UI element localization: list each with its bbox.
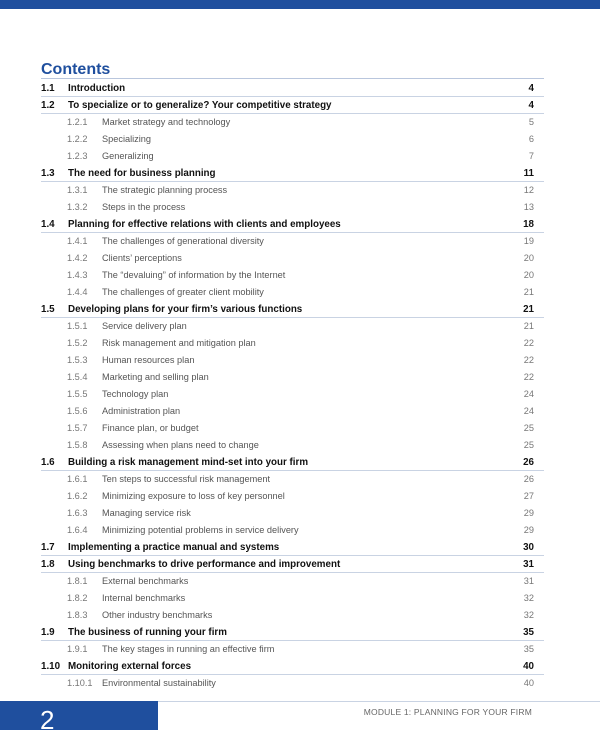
toc-entry-page: 40 (523, 661, 534, 672)
page-number: 2 (40, 705, 55, 735)
toc-entry-number: 1.6.4 (67, 525, 88, 535)
toc-subsection-row[interactable] (41, 505, 534, 522)
toc-entry-number: 1.10.1 (67, 678, 93, 688)
toc-subsection-row[interactable] (41, 233, 534, 250)
toc-entry-number: 1.2.1 (67, 117, 88, 127)
toc-entry-number: 1.8.3 (67, 610, 88, 620)
toc-subsection-row[interactable] (41, 488, 534, 505)
toc-subsection-row[interactable] (41, 403, 534, 420)
toc-section-row[interactable] (41, 624, 534, 641)
toc-entry-label: Market strategy and technology (102, 117, 231, 127)
toc-subsection-row[interactable] (41, 335, 534, 352)
toc-entry-number: 1.5.3 (67, 355, 88, 365)
toc-subsection-row[interactable] (41, 352, 534, 369)
toc-entry-page: 24 (523, 389, 534, 399)
toc-entry-page: 21 (523, 321, 534, 331)
toc-subsection-row[interactable] (41, 148, 534, 165)
toc-entry-page: 20 (523, 253, 534, 263)
toc-entry-label: Environmental sustainability (102, 678, 216, 688)
toc-subsection-row[interactable] (41, 114, 534, 131)
toc-entry-number: 1.9.1 (67, 644, 88, 654)
toc-entry-page: 13 (523, 202, 534, 212)
toc-entry-number: 1.2 (41, 100, 55, 111)
toc-entry-page: 32 (523, 593, 534, 603)
toc-subsection-row[interactable] (41, 386, 534, 403)
toc-subsection-row[interactable] (41, 522, 534, 539)
toc-entry-label: Introduction (68, 83, 126, 94)
toc-entry-number: 1.3.1 (67, 185, 88, 195)
toc-entry-label: Ten steps to successful risk management (102, 474, 271, 484)
toc-entry-label: Specializing (102, 134, 152, 144)
toc-entry-number: 1.4.2 (67, 253, 88, 263)
toc-entry-page: 26 (523, 474, 534, 484)
toc-subsection-row[interactable] (41, 182, 534, 199)
toc-entry-label: Using benchmarks to drive performance and improvement (68, 559, 341, 570)
toc-entry-number: 1.3 (41, 168, 55, 179)
toc-entry-page: 35 (523, 627, 534, 638)
toc-entry-page: 40 (523, 678, 534, 688)
toc-subsection-row[interactable] (41, 471, 534, 488)
toc-entry-page: 19 (523, 236, 534, 246)
toc-entry-label: The strategic planning process (102, 185, 228, 195)
toc-entry-label: External benchmarks (102, 576, 189, 586)
table-of-contents (41, 80, 534, 692)
toc-entry-label: Administration plan (102, 406, 181, 416)
page-title: Contents (41, 61, 111, 78)
toc-entry-label: Building a risk management mind-set into your firm (68, 457, 309, 468)
toc-entry-label: The need for business planning (68, 168, 216, 179)
toc-entry-number: 1.4 (41, 219, 55, 230)
toc-entry-number: 1.5.2 (67, 338, 88, 348)
toc-section-row[interactable] (41, 80, 534, 97)
toc-subsection-row[interactable] (41, 267, 534, 284)
toc-entry-label: Internal benchmarks (102, 593, 186, 603)
toc-entry-label: Steps in the process (102, 202, 186, 212)
title-divider (41, 78, 544, 79)
toc-entry-number: 1.8.2 (67, 593, 88, 603)
toc-entry-page: 31 (523, 576, 534, 586)
toc-section-row[interactable] (41, 539, 534, 556)
toc-entry-label: The challenges of greater client mobility (102, 287, 264, 297)
toc-entry-number: 1.6 (41, 457, 55, 468)
toc-subsection-row[interactable] (41, 590, 534, 607)
toc-entry-page: 25 (523, 423, 534, 433)
toc-entry-number: 1.4.1 (67, 236, 88, 246)
toc-entry-page: 4 (528, 83, 534, 94)
toc-section-row[interactable] (41, 97, 534, 114)
toc-entry-page: 7 (528, 151, 534, 161)
toc-entry-label: Monitoring external forces (68, 661, 192, 672)
toc-entry-number: 1.1 (41, 83, 55, 94)
toc-entry-number: 1.9 (41, 627, 55, 638)
toc-entry-page: 27 (523, 491, 534, 501)
toc-entry-number: 1.2.2 (67, 134, 88, 144)
toc-entry-page: 30 (523, 542, 534, 553)
toc-section-row[interactable] (41, 556, 534, 573)
toc-entry-page: 18 (523, 219, 534, 230)
toc-entry-page: 21 (523, 304, 534, 315)
toc-entry-page: 22 (523, 372, 534, 382)
toc-entry-label: Minimizing exposure to loss of key personnel (102, 491, 285, 501)
toc-subsection-row[interactable] (41, 369, 534, 386)
toc-entry-label: The business of running your firm (68, 627, 227, 638)
toc-entry-label: Marketing and selling plan (102, 372, 209, 382)
toc-entry-number: 1.5.7 (67, 423, 88, 433)
toc-entry-number: 1.4.3 (67, 270, 88, 280)
toc-entry-number: 1.5.4 (67, 372, 88, 382)
toc-entry-label: Assessing when plans need to change (102, 440, 259, 450)
toc-entry-label: Other industry benchmarks (102, 610, 213, 620)
toc-section-row[interactable] (41, 454, 534, 471)
toc-entry-label: The key stages in running an effective firm (102, 644, 275, 654)
toc-subsection-row[interactable] (41, 573, 534, 590)
toc-subsection-row[interactable] (41, 607, 534, 624)
toc-subsection-row[interactable] (41, 318, 534, 335)
toc-entry-number: 1.5 (41, 304, 55, 315)
toc-subsection-row[interactable] (41, 437, 534, 454)
toc-entry-page: 12 (523, 185, 534, 195)
toc-entry-number: 1.4.4 (67, 287, 88, 297)
toc-entry-label: Developing plans for your firm’s various functions (68, 304, 303, 315)
toc-entry-label: The “devaluing” of information by the Internet (102, 270, 286, 280)
toc-entry-page: 20 (523, 270, 534, 280)
toc-subsection-row[interactable] (41, 250, 534, 267)
toc-subsection-row[interactable] (41, 199, 534, 216)
toc-section-row[interactable] (41, 658, 534, 675)
toc-entry-page: 6 (528, 134, 534, 144)
toc-entry-label: Risk management and mitigation plan (102, 338, 256, 348)
toc-subsection-row[interactable] (41, 641, 534, 658)
toc-section-row[interactable] (41, 301, 534, 318)
toc-entry-page: 21 (523, 287, 534, 297)
toc-entry-page: 32 (523, 610, 534, 620)
toc-entry-label: Technology plan (102, 389, 169, 399)
toc-entry-page: 22 (523, 338, 534, 348)
toc-entry-label: Managing service risk (102, 508, 191, 518)
toc-subsection-row[interactable] (41, 420, 534, 437)
toc-entry-label: Human resources plan (102, 355, 195, 365)
toc-entry-number: 1.6.1 (67, 474, 88, 484)
toc-entry-number: 1.2.3 (67, 151, 88, 161)
toc-entry-label: Clients’ perceptions (102, 253, 182, 263)
footer-divider (158, 701, 600, 702)
toc-entry-label: Implementing a practice manual and systems (68, 542, 280, 553)
toc-entry-number: 1.10 (41, 661, 61, 672)
toc-entry-page: 35 (523, 644, 534, 654)
module-label: MODULE 1: PLANNING FOR YOUR FIRM (363, 707, 532, 717)
toc-entry-label: To specialize or to generalize? Your competitive strategy (68, 100, 332, 111)
toc-entry-label: Service delivery plan (102, 321, 187, 331)
toc-entry-page: 25 (523, 440, 534, 450)
toc-entry-page: 22 (523, 355, 534, 365)
toc-entry-number: 1.5.5 (67, 389, 88, 399)
toc-entry-number: 1.3.2 (67, 202, 88, 212)
toc-entry-page: 4 (528, 100, 534, 111)
toc-entry-number: 1.8 (41, 559, 55, 570)
toc-entry-label: The challenges of generational diversity (102, 236, 264, 246)
toc-entry-page: 29 (523, 508, 534, 518)
toc-entry-number: 1.5.6 (67, 406, 88, 416)
toc-entry-number: 1.6.2 (67, 491, 88, 501)
toc-entry-page: 29 (523, 525, 534, 535)
toc-entry-number: 1.5.8 (67, 440, 88, 450)
toc-entry-page: 31 (523, 559, 534, 570)
page-number-tab (0, 701, 158, 735)
toc-entry-label: Finance plan, or budget (102, 423, 199, 433)
toc-entry-page: 11 (523, 168, 534, 179)
toc-entry-label: Generalizing (102, 151, 154, 161)
top-color-bar (0, 0, 600, 9)
toc-entry-label: Planning for effective relations with clients and employees (68, 219, 341, 230)
toc-entry-page: 24 (523, 406, 534, 416)
toc-entry-number: 1.6.3 (67, 508, 88, 518)
toc-entry-number: 1.8.1 (67, 576, 88, 586)
toc-section-row[interactable] (41, 165, 534, 182)
toc-entry-number: 1.7 (41, 542, 55, 553)
toc-subsection-row[interactable] (41, 675, 534, 692)
toc-entry-label: Minimizing potential problems in service delivery (102, 525, 299, 535)
toc-entry-page: 26 (523, 457, 534, 468)
toc-section-row[interactable] (41, 216, 534, 233)
toc-entry-page: 5 (528, 117, 534, 127)
toc-subsection-row[interactable] (41, 284, 534, 301)
toc-entry-number: 1.5.1 (67, 321, 88, 331)
toc-subsection-row[interactable] (41, 131, 534, 148)
